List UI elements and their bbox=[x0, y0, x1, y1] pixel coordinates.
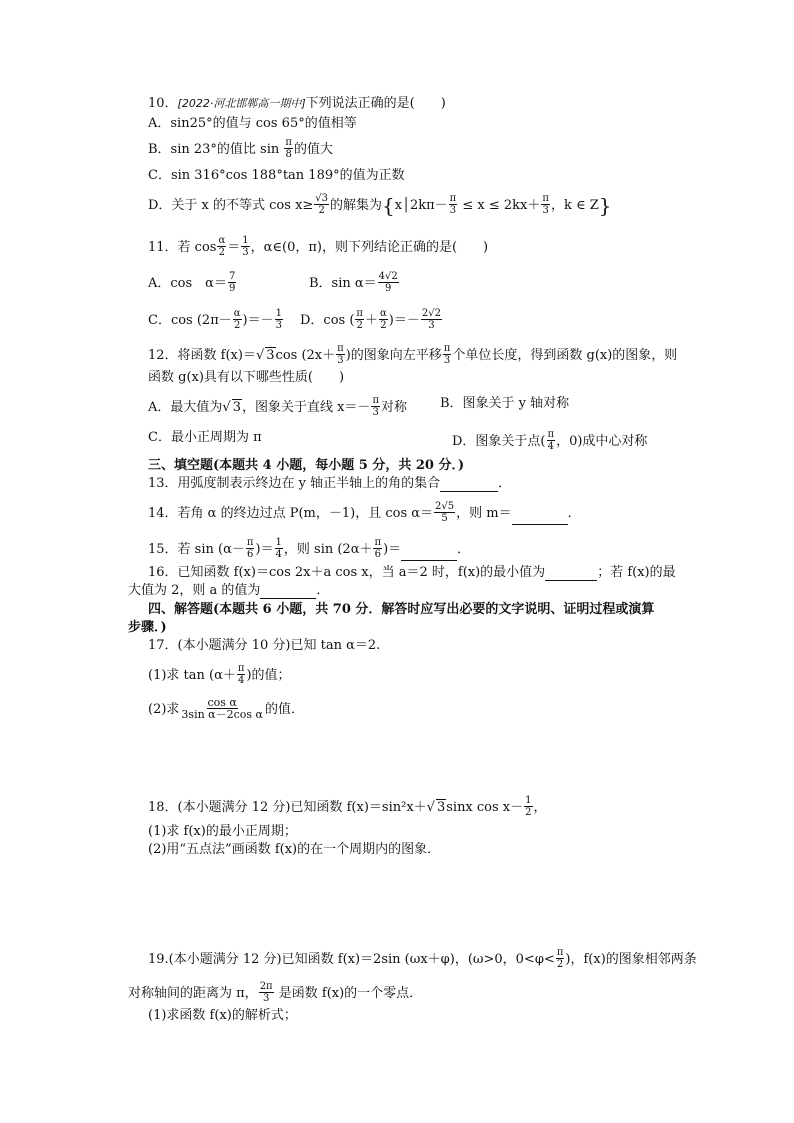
q12-d-text: D．图象关于点( bbox=[452, 434, 546, 449]
denominator: 2 bbox=[218, 247, 226, 258]
q11-b-fraction bbox=[378, 271, 399, 294]
q15-text: 15．若 sin (α－ bbox=[148, 542, 245, 557]
q11-d-mid: )＝－ bbox=[388, 313, 420, 328]
denominator: 2 bbox=[556, 959, 564, 970]
q16-text: 16．已知函数 f(x)＝cos 2x＋a cos x，当 a＝2 时，f(x)的最小值为 bbox=[148, 565, 546, 580]
denominator: 3 bbox=[275, 320, 282, 331]
q11-a-text: A．cos α＝ bbox=[148, 276, 227, 291]
denominator: 3 bbox=[242, 247, 249, 258]
q10-option-d bbox=[148, 194, 611, 217]
q11-c-text: C．cos (2π－ bbox=[148, 313, 232, 328]
denominator: 3 bbox=[443, 355, 451, 366]
q15-end: ． bbox=[457, 542, 471, 557]
q18-part-2: (2)用“五点法”画函数 f(x)的在一个周期内的图象． bbox=[148, 842, 441, 857]
q12-d-fraction bbox=[547, 429, 556, 452]
q15-mid-1: )＝ bbox=[255, 542, 274, 557]
denominator: 6 bbox=[374, 549, 381, 560]
denominator: 4 bbox=[275, 549, 282, 560]
radicand: 3 bbox=[232, 400, 241, 415]
q10-d-fraction bbox=[314, 193, 329, 216]
q10-option-b bbox=[148, 138, 333, 161]
q10-number: 10． bbox=[148, 96, 178, 111]
denominator: 4 bbox=[547, 441, 554, 452]
q12-fraction-2 bbox=[443, 343, 452, 366]
answer-blank[interactable] bbox=[401, 548, 457, 561]
q19-tail: )，f(x)的图象相邻两条 bbox=[565, 952, 697, 967]
q13-end: ． bbox=[498, 476, 512, 491]
q11-tail: ，α∈(0，π)，则下列结论正确的是( ) bbox=[250, 240, 489, 255]
denominator: 3 bbox=[542, 205, 549, 216]
q12-line-2: 函数 g(x)具有以下哪些性质( ) bbox=[148, 370, 345, 385]
q10-d-fraction-3 bbox=[541, 193, 550, 216]
numerator: cos α bbox=[207, 696, 237, 709]
numerator: 4√2 bbox=[378, 271, 398, 282]
q15-mid-2: ，则 sin (2α＋ bbox=[283, 542, 373, 557]
q12-fraction-1 bbox=[336, 343, 345, 366]
numerator: 2√5 bbox=[435, 501, 455, 512]
q19-fraction-2 bbox=[259, 981, 274, 1004]
q10-d-text: D．关于 x 的不等式 cos x≥ bbox=[148, 198, 314, 213]
q10-stem bbox=[148, 96, 446, 112]
q10-text: 下列说法正确的是( ) bbox=[305, 96, 446, 111]
q18-mid: sinx cos x－ bbox=[446, 800, 524, 815]
plus: ＋ bbox=[364, 313, 378, 328]
q15-fraction-2 bbox=[275, 537, 283, 560]
q14-text: 14．若角 α 的终边过点 P(m，－1)，且 cos α＝ bbox=[148, 506, 434, 521]
numerator: α bbox=[380, 308, 387, 319]
numerator: 2√2 bbox=[421, 308, 441, 319]
answer-blank[interactable] bbox=[440, 479, 498, 492]
q17-p1-tail: )的值； bbox=[246, 668, 291, 683]
q10-b-tail: 的值大 bbox=[293, 142, 333, 157]
q12-d-tail: ，0)成中心对称 bbox=[556, 434, 648, 449]
q11-a-fraction bbox=[228, 271, 236, 294]
q10-option-a: A．sin25°的值与 cos 65°的值相等 bbox=[148, 116, 357, 131]
q11-d-fraction-3 bbox=[421, 308, 442, 331]
denominator: 8 bbox=[285, 149, 292, 160]
q19-line-1 bbox=[148, 948, 697, 971]
right-brace-icon: } bbox=[598, 193, 612, 218]
q17-part-2 bbox=[148, 698, 304, 721]
numerator: 2π bbox=[259, 981, 273, 992]
q11-c-mid: )＝－ bbox=[242, 313, 274, 328]
q12-text: 12．将函数 f(x)＝ bbox=[148, 348, 256, 363]
q12-mid: )的图象向左平移 bbox=[345, 348, 442, 363]
numerator: α bbox=[218, 235, 226, 246]
q19-line-2 bbox=[128, 982, 422, 1005]
q11-d-text: D．cos ( bbox=[300, 313, 355, 328]
q16-text-2: 大值为 2，则 a 的值为 bbox=[128, 583, 261, 598]
q18-stem bbox=[148, 796, 547, 819]
q16-line-2 bbox=[128, 583, 329, 599]
q19-fraction-1 bbox=[556, 947, 565, 970]
q12-a-mid: ，图象关于直线 x＝－ bbox=[241, 400, 371, 415]
denominator: 4 bbox=[237, 675, 245, 686]
section-4-heading: 四、解答题(本题共 6 小题，共 70 分．解答时应写出必要的文字说明、证明过程或演算 bbox=[148, 602, 655, 617]
section-4-heading-cont: 步骤．) bbox=[128, 620, 167, 635]
denominator: 3 bbox=[372, 407, 379, 418]
sqrt-icon: √ bbox=[255, 348, 265, 363]
q12-option-b: B．图象关于 y 轴对称 bbox=[440, 396, 570, 411]
denominator: 2 bbox=[318, 205, 325, 216]
numerator: π bbox=[237, 663, 245, 674]
numerator: π bbox=[246, 537, 254, 548]
q13 bbox=[148, 476, 511, 492]
denominator: 3 bbox=[449, 205, 457, 216]
denominator: 2 bbox=[380, 320, 387, 331]
denominator: 3 bbox=[262, 993, 270, 1004]
q15-fraction-1 bbox=[246, 537, 255, 560]
numerator: 1 bbox=[275, 537, 282, 548]
numerator: π bbox=[285, 137, 292, 148]
denominator: 2 bbox=[356, 320, 363, 331]
sqrt-icon: √ bbox=[426, 800, 435, 815]
q12-a-fraction bbox=[371, 395, 380, 418]
q11-option-b bbox=[309, 272, 400, 295]
q11-fraction-2 bbox=[241, 235, 249, 258]
q10-d-set-tail: ，k ∈ Z bbox=[550, 198, 599, 213]
q18-part-1: (1)求 f(x)的最小正周期； bbox=[148, 824, 297, 839]
radicand: 3 bbox=[436, 800, 446, 815]
q17-p1-fraction bbox=[237, 663, 246, 686]
q11-b-text: B．sin α＝ bbox=[309, 276, 377, 291]
section-3-heading: 三、填空题(本题共 4 小题，每小题 5 分，共 20 分．) bbox=[148, 458, 465, 473]
q15-mid-3: )＝ bbox=[383, 542, 402, 557]
denominator: 9 bbox=[228, 283, 236, 294]
numerator: 1 bbox=[525, 795, 532, 806]
q19-tail-2: 是函数 f(x)的一个零点． bbox=[274, 986, 423, 1001]
numerator: 1 bbox=[242, 235, 249, 246]
q17-p1-text: (1)求 tan (α＋ bbox=[148, 668, 236, 683]
numerator: π bbox=[547, 429, 555, 440]
q17-p2-fraction bbox=[180, 697, 264, 720]
denominator: 3sin α－2cos α bbox=[181, 708, 263, 721]
q14-end: ． bbox=[567, 506, 581, 521]
answer-blank[interactable] bbox=[512, 512, 568, 525]
q12-cos: cos (2x＋ bbox=[275, 348, 336, 363]
q11-c-fraction-1 bbox=[233, 308, 242, 331]
q14 bbox=[148, 502, 581, 525]
q12-option-d bbox=[452, 430, 647, 453]
radicand: 3 bbox=[266, 348, 275, 363]
q10-d-mid: 的解集为 bbox=[330, 198, 383, 213]
numerator: 7 bbox=[228, 271, 236, 282]
q12-option-c: C．最小正周期为 π bbox=[148, 430, 262, 445]
q10-b-fraction bbox=[284, 137, 293, 160]
equals: ＝ bbox=[227, 240, 241, 255]
q14-fraction bbox=[434, 501, 455, 524]
q12-tail: 个单位长度，得到函数 g(x)的图象，则 bbox=[452, 348, 678, 363]
q12-line-1 bbox=[148, 344, 677, 367]
q12-a-text: A．最大值为 bbox=[148, 400, 223, 415]
q10-option-c: C．sin 316°cos 188°tan 189°的值为正数 bbox=[148, 168, 405, 183]
denominator: 3 bbox=[428, 320, 435, 331]
answer-blank[interactable] bbox=[545, 568, 597, 581]
q18-text: 18．(本小题满分 12 分)已知函数 f(x)＝sin²x＋ bbox=[148, 800, 427, 815]
denominator: 6 bbox=[246, 549, 254, 560]
sqrt-icon: √ bbox=[222, 400, 231, 415]
q11-d-fraction-1 bbox=[355, 308, 364, 331]
q15-fraction-3 bbox=[373, 537, 382, 560]
q10-b-text: B．sin 23°的值比 sin bbox=[148, 142, 284, 157]
q11-fraction-1 bbox=[217, 235, 226, 258]
answer-blank[interactable] bbox=[260, 586, 316, 599]
numerator: π bbox=[449, 193, 457, 204]
q10-source: [2022·河北邯郸高一期中] bbox=[177, 97, 306, 110]
numerator: π bbox=[337, 343, 344, 354]
numerator: π bbox=[372, 395, 380, 406]
q11-c-fraction-2 bbox=[275, 308, 283, 331]
denominator: 2 bbox=[233, 320, 241, 331]
q15 bbox=[148, 538, 470, 561]
q10-d-set-mid: ≤ x ≤ 2kx＋ bbox=[458, 198, 541, 213]
q19-text: 19.(本小题满分 12 分)已知函数 f(x)＝2sin (ωx＋φ)，(ω>0，0<φ< bbox=[148, 952, 555, 967]
q16-mid: ；若 f(x)的最 bbox=[597, 565, 676, 580]
numerator: α bbox=[233, 308, 241, 319]
q11-option-d bbox=[300, 309, 443, 332]
q10-d-set: x│2kπ－ bbox=[394, 198, 448, 213]
q11-option-a bbox=[148, 272, 237, 295]
q10-d-fraction-2 bbox=[449, 193, 458, 216]
q17-p2-text: (2)求 bbox=[148, 702, 180, 717]
numerator: π bbox=[374, 537, 382, 548]
q11-option-c bbox=[148, 309, 284, 332]
q18-fraction bbox=[524, 795, 532, 818]
denominator: 9 bbox=[385, 283, 392, 294]
q12-option-a bbox=[148, 396, 407, 419]
q17-part-1 bbox=[148, 664, 291, 687]
q18-tail: ， bbox=[533, 800, 547, 815]
q16-end: ． bbox=[316, 583, 330, 598]
q17-p2-tail: 的值． bbox=[264, 702, 304, 717]
numerator: √3 bbox=[315, 193, 329, 204]
numerator: π bbox=[443, 343, 451, 354]
q19-text-2: 对称轴间的距离为 π， bbox=[128, 986, 258, 1001]
q11-text: 11．若 cos bbox=[148, 240, 217, 255]
q14-mid: ，则 m＝ bbox=[456, 506, 512, 521]
q16-line-1 bbox=[148, 565, 676, 581]
denominator: 2 bbox=[525, 807, 532, 818]
q12-a-tail: 对称 bbox=[381, 400, 408, 415]
denominator: 3 bbox=[337, 355, 344, 366]
q13-text: 13．用弧度制表示终边在 y 轴正半轴上的角的集合 bbox=[148, 476, 441, 491]
numerator: π bbox=[356, 308, 363, 319]
denominator: 5 bbox=[441, 513, 448, 524]
numerator: π bbox=[542, 193, 549, 204]
numerator: π bbox=[556, 947, 564, 958]
numerator: 1 bbox=[275, 308, 282, 319]
q19-part-1: (1)求函数 f(x)的解析式； bbox=[148, 1008, 297, 1023]
q17-stem: 17．(本小题满分 10 分)已知 tan α＝2. bbox=[148, 638, 381, 653]
q11-d-fraction-2 bbox=[379, 308, 388, 331]
q11-stem bbox=[148, 236, 488, 259]
left-brace-icon: { bbox=[382, 193, 395, 218]
